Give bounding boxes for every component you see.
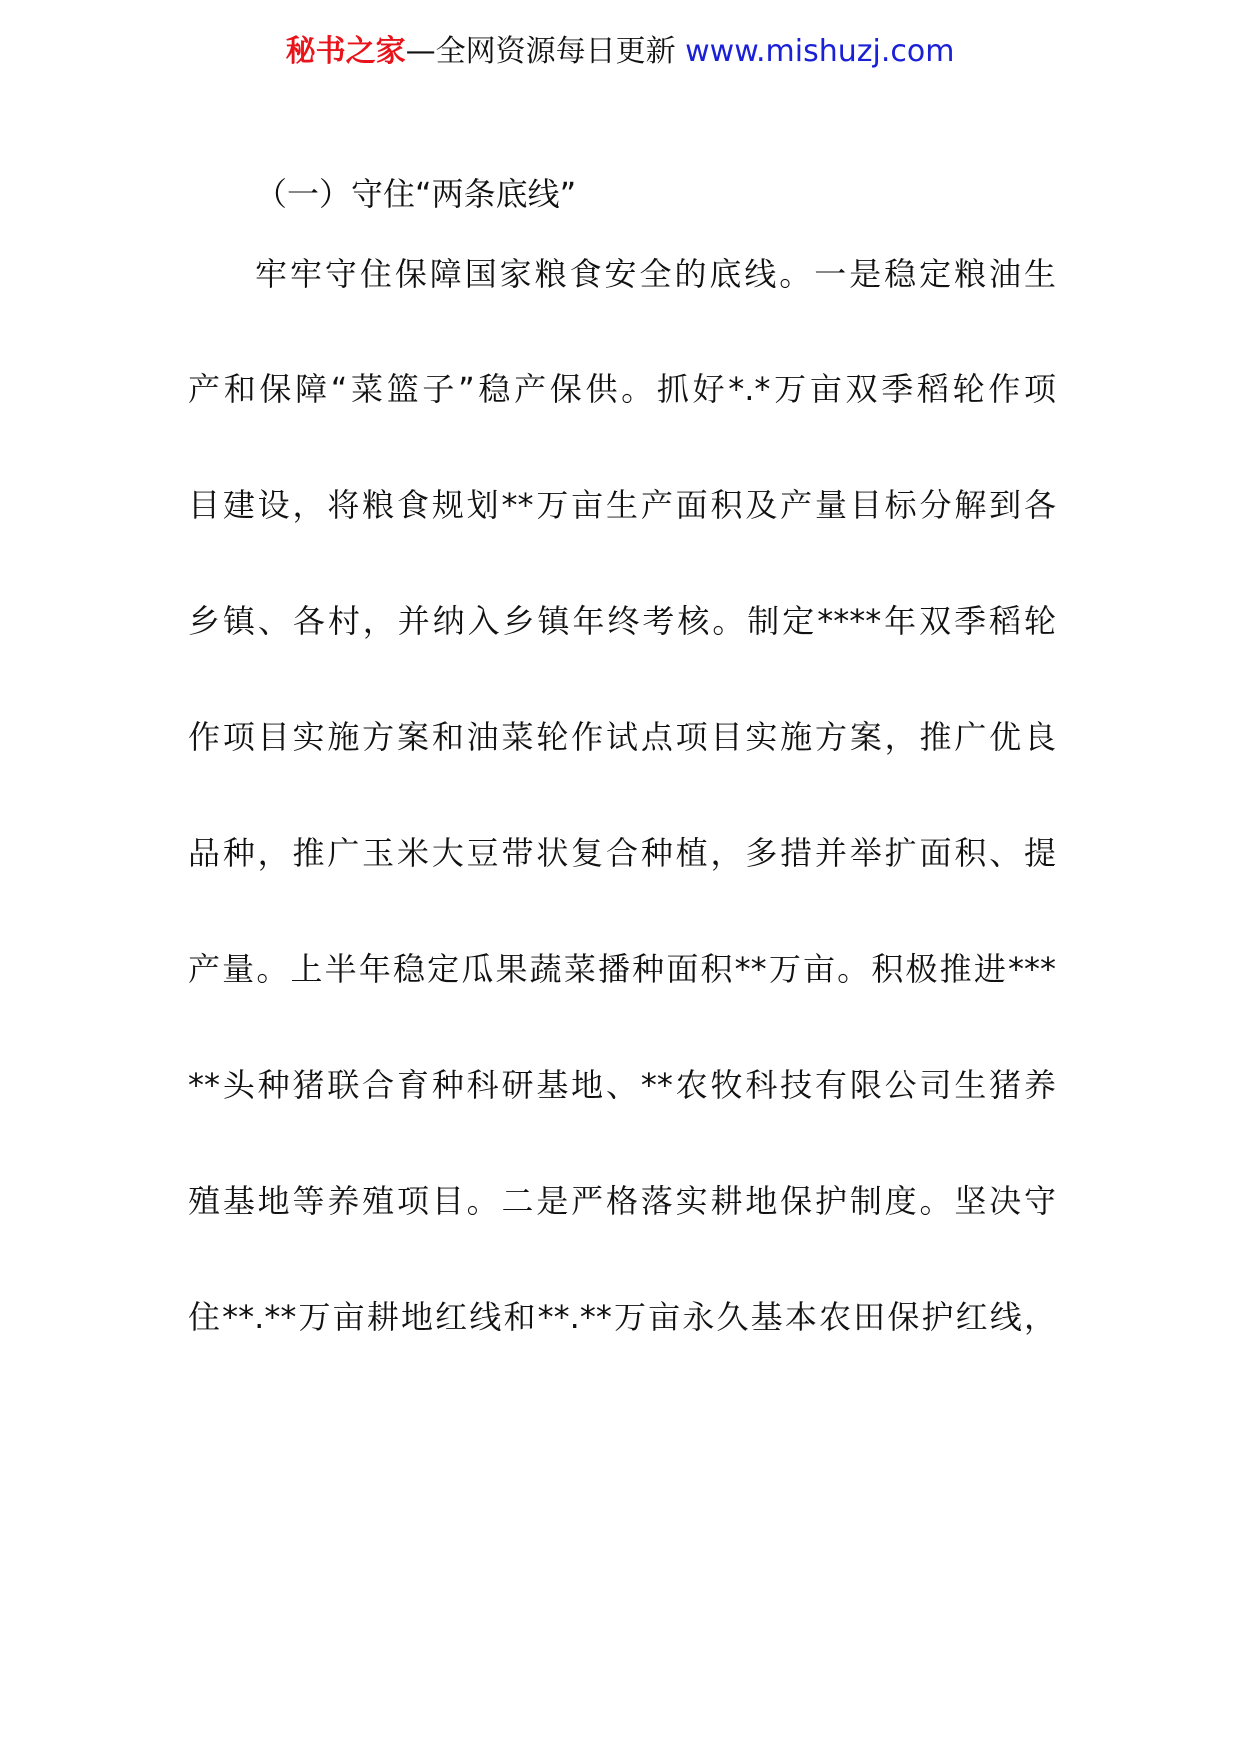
section-heading: （一）守住“两条底线” <box>255 175 577 213</box>
paragraph-line: 住**.**万亩耕地红线和**.**万亩永久基本农田保护红线， <box>188 1298 1056 1336</box>
paragraph-line: 目建设，将粮食规划**万亩生产面积及产量目标分解到各 <box>188 486 1056 524</box>
paragraph-line: 产和保障“菜篮子”稳产保供。抓好*.*万亩双季稻轮作项 <box>188 370 1056 408</box>
site-tagline: —全网资源每日更新 <box>405 34 676 69</box>
paragraph-line: 牢牢守住保障国家粮食安全的底线。一是稳定粮油生 <box>255 255 1056 293</box>
paragraph-line: 殖基地等养殖项目。二是严格落实耕地保护制度。坚决守 <box>188 1182 1056 1220</box>
site-url-link[interactable]: www.mishuzj.com <box>685 34 955 69</box>
paragraph-line: **头种猪联合育种科研基地、**农牧科技有限公司生猪养 <box>188 1066 1056 1104</box>
paragraph-line: 作项目实施方案和油菜轮作试点项目实施方案，推广优良 <box>188 718 1056 756</box>
paragraph-line: 乡镇、各村，并纳入乡镇年终考核。制定****年双季稻轮 <box>188 602 1056 640</box>
site-brand: 秘书之家 <box>285 34 406 69</box>
paragraph-line: 品种，推广玉米大豆带状复合种植，多措并举扩面积、提 <box>188 834 1056 872</box>
paragraph-line: 产量。上半年稳定瓜果蔬菜播种面积**万亩。积极推进*** <box>188 950 1056 988</box>
site-header <box>0 28 1240 76</box>
